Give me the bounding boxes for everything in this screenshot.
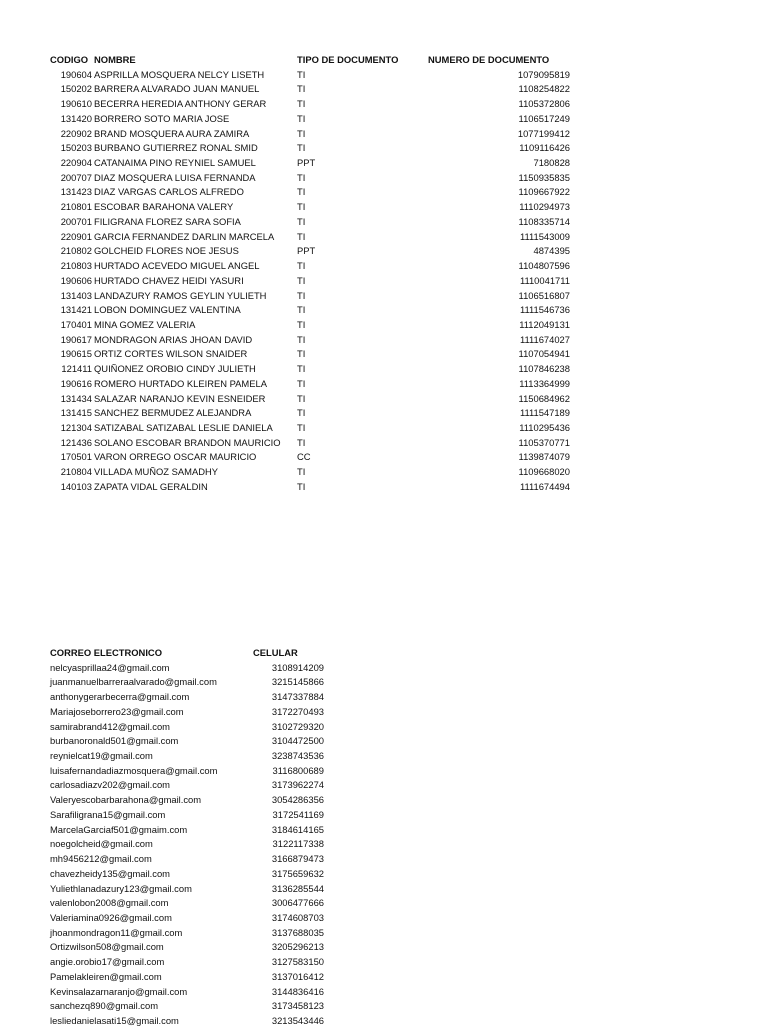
cell-codigo: 190610 (60, 98, 92, 110)
cell-numero: 1079095819 (517, 68, 570, 80)
cell-nombre: SATIZABAL SATIZABAL LESLIE DANIELA (94, 421, 273, 433)
cell-celular: 3238743536 (271, 750, 324, 762)
cell-codigo: 210803 (60, 260, 92, 272)
cell-celular: 3213543446 (271, 1014, 324, 1026)
cell-correo: Sarafiligrana15@gmail.com (50, 808, 166, 820)
cell-nombre: SANCHEZ BERMUDEZ ALEJANDRA (94, 407, 252, 419)
cell-nombre: LANDAZURY RAMOS GEYLIN YULIETH (94, 289, 267, 301)
cell-tipo: TI (297, 230, 306, 242)
contact-row (50, 985, 340, 1000)
cell-nombre: HURTADO CHAVEZ HEIDI YASURI (94, 274, 244, 286)
cell-correo: valenlobon2008@gmail.com (50, 897, 169, 909)
cell-tipo: TI (297, 377, 306, 389)
cell-codigo: 190615 (60, 348, 92, 360)
cell-numero: 4874395 (533, 245, 570, 257)
cell-celular: 3144836416 (271, 985, 324, 997)
cell-codigo: 131421 (60, 304, 92, 316)
cell-correo: lesliedanielasati15@gmail.com (50, 1014, 179, 1026)
cell-nombre: DIAZ MOSQUERA LUISA FERNANDA (94, 171, 256, 183)
cell-tipo: TI (297, 480, 306, 492)
cell-tipo: TI (297, 98, 306, 110)
cell-tipo: TI (297, 421, 306, 433)
cell-tipo: TI (297, 171, 306, 183)
cell-tipo: TI (297, 260, 306, 272)
header-nombre: NOMBRE (94, 54, 136, 65)
contact-table-header (50, 646, 340, 661)
contact-row (50, 911, 340, 926)
cell-tipo: TI (297, 333, 306, 345)
cell-numero: 1139874079 (518, 451, 570, 463)
contact-row (50, 867, 340, 882)
cell-correo: Yuliethlanadazury123@gmail.com (50, 882, 192, 894)
contact-row (50, 852, 340, 867)
cell-nombre: BURBANO GUTIERREZ RONAL SMID (94, 142, 258, 154)
cell-codigo: 121411 (61, 363, 92, 375)
cell-nombre: ORTIZ CORTES WILSON SNAIDER (94, 348, 248, 360)
cell-codigo: 121436 (60, 436, 92, 448)
cell-tipo: TI (297, 274, 306, 286)
cell-nombre: QUIÑONEZ OROBIO CINDY JULIETH (94, 363, 256, 375)
contact-row (50, 661, 340, 676)
cell-correo: anthonygerarbecerra@gmail.com (50, 691, 190, 703)
contact-row (50, 675, 340, 690)
table-row (50, 244, 580, 259)
table-row (50, 185, 580, 200)
cell-codigo: 210804 (60, 466, 92, 478)
cell-celular: 3173962274 (271, 779, 324, 791)
contact-row (50, 749, 340, 764)
cell-celular: 3136285544 (271, 882, 324, 894)
cell-correo: noegolcheid@gmail.com (50, 838, 153, 850)
table-row (50, 377, 580, 392)
cell-numero: 1108335714 (518, 215, 570, 227)
cell-correo: Mariajoseborrero23@gmail.com (50, 705, 184, 717)
cell-nombre: ROMERO HURTADO KLEIREN PAMELA (94, 377, 267, 389)
cell-correo: angie.orobio17@gmail.com (50, 956, 165, 968)
cell-nombre: MINA GOMEZ VALERIA (94, 318, 196, 330)
cell-tipo: TI (297, 348, 306, 360)
cell-nombre: ESCOBAR BARAHONA VALERY (94, 201, 234, 213)
cell-numero: 1111674027 (519, 333, 570, 345)
cell-numero: 1105372806 (518, 98, 570, 110)
cell-tipo: TI (297, 201, 306, 213)
table-row (50, 274, 580, 289)
cell-tipo: CC (297, 451, 311, 463)
table-row (50, 289, 580, 304)
cell-nombre: ASPRILLA MOSQUERA NELCY LISETH (94, 68, 265, 80)
cell-celular: 3127583150 (271, 956, 324, 968)
cell-numero: 1110295436 (519, 421, 570, 433)
cell-tipo: TI (297, 304, 306, 316)
cell-nombre: SALAZAR NARANJO KEVIN ESNEIDER (94, 392, 266, 404)
cell-correo: samirabrand412@gmail.com (50, 720, 170, 732)
cell-codigo: 200701 (60, 215, 92, 227)
contact-row (50, 1014, 340, 1029)
cell-tipo: TI (297, 142, 306, 154)
cell-celular: 3184614165 (271, 823, 324, 835)
header-celular: CELULAR (253, 647, 298, 658)
table-row (50, 200, 580, 215)
cell-nombre: BARRERA ALVARADO JUAN MANUEL (94, 83, 260, 95)
cell-celular: 3108914209 (271, 661, 324, 673)
table-row (50, 259, 580, 274)
cell-celular: 3104472500 (271, 735, 324, 747)
cell-tipo: TI (297, 186, 306, 198)
cell-codigo: 210802 (60, 245, 92, 257)
cell-codigo: 220901 (60, 230, 92, 242)
cell-nombre: MONDRAGON ARIAS JHOAN DAVID (94, 333, 253, 345)
contact-row (50, 720, 340, 735)
table-row (50, 362, 580, 377)
cell-celular: 3173458123 (271, 1000, 324, 1012)
table-row (50, 82, 580, 97)
cell-numero: 1110294973 (519, 201, 570, 213)
cell-codigo: 121304 (60, 421, 92, 433)
table-row (50, 171, 580, 186)
table-row (50, 303, 580, 318)
table-row (50, 347, 580, 362)
cell-numero: 1111546736 (519, 304, 570, 316)
table-row (50, 318, 580, 333)
cell-tipo: TI (297, 68, 306, 80)
cell-tipo: PPT (297, 157, 316, 169)
cell-codigo: 170401 (60, 318, 92, 330)
table-row (50, 436, 580, 451)
cell-numero: 1109668020 (518, 466, 570, 478)
cell-correo: nelcyasprillaa24@gmail.com (50, 661, 170, 673)
cell-numero: 1111674494 (519, 480, 570, 492)
cell-celular: 3137688035 (271, 926, 324, 938)
cell-celular: 3147337884 (271, 691, 324, 703)
contact-row (50, 896, 340, 911)
cell-celular: 3054286356 (271, 794, 324, 806)
contact-row (50, 778, 340, 793)
cell-numero: 1106517249 (518, 112, 570, 124)
cell-numero: 1112049131 (519, 318, 570, 330)
header-correo: CORREO ELECTRONICO (50, 647, 162, 658)
header-codigo: CODIGO (50, 54, 89, 65)
table-header (50, 53, 580, 68)
cell-numero: 1105370771 (518, 436, 570, 448)
cell-correo: luisafernandadiazmosquera@gmail.com (50, 764, 218, 776)
cell-correo: chavezheidy135@gmail.com (50, 867, 170, 879)
cell-correo: reynielcat19@gmail.com (50, 750, 153, 762)
cell-numero: 1108254822 (518, 83, 570, 95)
cell-nombre: CATANAIMA PINO REYNIEL SAMUEL (94, 157, 256, 169)
cell-tipo: TI (297, 289, 306, 301)
cell-codigo: 200707 (60, 171, 92, 183)
table-row (50, 215, 580, 230)
cell-correo: Valeriamina0926@gmail.com (50, 911, 172, 923)
contact-row (50, 882, 340, 897)
contact-row (50, 926, 340, 941)
cell-codigo: 150203 (60, 142, 92, 154)
cell-correo: carlosadiazv202@gmail.com (50, 779, 170, 791)
table-row (50, 421, 580, 436)
cell-numero: 1150684962 (518, 392, 570, 404)
cell-numero: 1113364999 (519, 377, 570, 389)
cell-nombre: GARCIA FERNANDEZ DARLIN MARCELA (94, 230, 275, 242)
cell-nombre: BECERRA HEREDIA ANTHONY GERAR (94, 98, 267, 110)
cell-numero: 1104807596 (518, 260, 570, 272)
cell-tipo: TI (297, 318, 306, 330)
cell-correo: sanchezq890@gmail.com (50, 1000, 159, 1012)
contact-row (50, 940, 340, 955)
cell-nombre: GOLCHEID FLORES NOE JESUS (94, 245, 239, 257)
cell-tipo: PPT (297, 245, 316, 257)
cell-numero: 7180828 (533, 157, 570, 169)
cell-celular: 3205296213 (271, 941, 324, 953)
cell-correo: Ortizwilson508@gmail.com (50, 941, 164, 953)
table-row (50, 156, 580, 171)
header-tipo-documento: TIPO DE DOCUMENTO (297, 54, 399, 65)
cell-nombre: BORRERO SOTO MARIA JOSE (94, 112, 230, 124)
cell-celular: 3122117338 (272, 838, 324, 850)
cell-numero: 1107846238 (518, 363, 570, 375)
cell-codigo: 190617 (60, 333, 92, 345)
cell-nombre: SOLANO ESCOBAR BRANDON MAURICIO (94, 436, 281, 448)
cell-codigo: 220904 (60, 157, 92, 169)
contact-row (50, 837, 340, 852)
cell-celular: 3175659632 (271, 867, 324, 879)
cell-nombre: FILIGRANA FLOREZ SARA SOFIA (94, 215, 241, 227)
contact-row (50, 999, 340, 1014)
cell-codigo: 131420 (60, 112, 92, 124)
contact-row (50, 808, 340, 823)
cell-celular: 3172270493 (271, 705, 324, 717)
cell-numero: 1109116426 (519, 142, 570, 154)
cell-codigo: 220902 (60, 127, 92, 139)
table-row (50, 480, 580, 495)
contact-row (50, 970, 340, 985)
contact-row (50, 734, 340, 749)
contact-table (50, 646, 340, 1029)
header-numero-documento: NUMERO DE DOCUMENTO (428, 54, 550, 65)
cell-codigo: 190604 (60, 68, 92, 80)
cell-codigo: 131415 (60, 407, 92, 419)
contact-row (50, 955, 340, 970)
cell-correo: juanmanuelbarreraalvarado@gmail.com (50, 676, 217, 688)
cell-numero: 1107054941 (518, 348, 570, 360)
table-row (50, 230, 580, 245)
cell-numero: 1111543009 (519, 230, 570, 242)
cell-nombre: LOBON DOMINGUEZ VALENTINA (94, 304, 241, 316)
cell-tipo: TI (297, 215, 306, 227)
cell-tipo: TI (297, 407, 306, 419)
contact-row (50, 793, 340, 808)
cell-codigo: 140103 (60, 480, 92, 492)
cell-tipo: TI (297, 127, 306, 139)
cell-numero: 1111547189 (519, 407, 570, 419)
cell-nombre: VILLADA MUÑOZ SAMADHY (94, 466, 218, 478)
table-row (50, 68, 580, 83)
cell-nombre: BRAND MOSQUERA AURA ZAMIRA (94, 127, 250, 139)
contact-row (50, 764, 340, 779)
cell-celular: 3166879473 (271, 853, 324, 865)
cell-celular: 3102729320 (271, 720, 324, 732)
cell-codigo: 190616 (60, 377, 92, 389)
cell-correo: mh9456212@gmail.com (50, 853, 152, 865)
cell-numero: 1109667922 (518, 186, 570, 198)
contact-row (50, 690, 340, 705)
table-body (50, 68, 580, 495)
cell-celular: 3006477666 (271, 897, 324, 909)
cell-celular: 3174608703 (271, 911, 324, 923)
cell-correo: jhoanmondragon11@gmail.com (50, 926, 183, 938)
table-row (50, 333, 580, 348)
contact-row (50, 823, 340, 838)
cell-tipo: TI (297, 392, 306, 404)
cell-tipo: TI (297, 112, 306, 124)
cell-celular: 3172541169 (272, 808, 324, 820)
contact-row (50, 705, 340, 720)
cell-nombre: VARON ORREGO OSCAR MAURICIO (94, 451, 257, 463)
table-row (50, 392, 580, 407)
cell-celular: 3215145866 (271, 676, 324, 688)
cell-nombre: DIAZ VARGAS CARLOS ALFREDO (94, 186, 244, 198)
table-row (50, 97, 580, 112)
cell-tipo: TI (297, 363, 306, 375)
table-row (50, 450, 580, 465)
cell-tipo: TI (297, 466, 306, 478)
cell-tipo: TI (297, 83, 306, 95)
cell-celular: 3137016412 (271, 970, 324, 982)
cell-numero: 1077199412 (517, 127, 570, 139)
cell-correo: MarcelaGarciaf501@gmaim.com (50, 823, 188, 835)
table-row (50, 465, 580, 480)
cell-numero: 1106516807 (518, 289, 570, 301)
cell-codigo: 131434 (60, 392, 92, 404)
cell-codigo: 131403 (60, 289, 92, 301)
cell-correo: Valeryescobarbarahona@gmail.com (50, 794, 202, 806)
cell-correo: burbanoronald501@gmail.com (50, 735, 179, 747)
cell-numero: 1150935835 (518, 171, 570, 183)
cell-codigo: 150202 (60, 83, 92, 95)
contact-table-body (50, 661, 340, 1029)
student-document-table (50, 53, 580, 495)
table-row (50, 141, 580, 156)
cell-codigo: 190606 (60, 274, 92, 286)
table-row (50, 406, 580, 421)
cell-codigo: 210801 (60, 201, 92, 213)
cell-numero: 1110041711 (519, 274, 570, 286)
cell-nombre: HURTADO ACEVEDO MIGUEL ANGEL (94, 260, 260, 272)
table-row (50, 112, 580, 127)
table-row (50, 127, 580, 142)
cell-codigo: 170501 (60, 451, 92, 463)
cell-nombre: ZAPATA VIDAL GERALDIN (94, 480, 208, 492)
cell-correo: Pamelakleiren@gmail.com (50, 970, 162, 982)
cell-celular: 3116800689 (272, 764, 324, 776)
cell-tipo: TI (297, 436, 306, 448)
cell-correo: Kevinsalazarnaranjo@gmail.com (50, 985, 188, 997)
cell-codigo: 131423 (60, 186, 92, 198)
